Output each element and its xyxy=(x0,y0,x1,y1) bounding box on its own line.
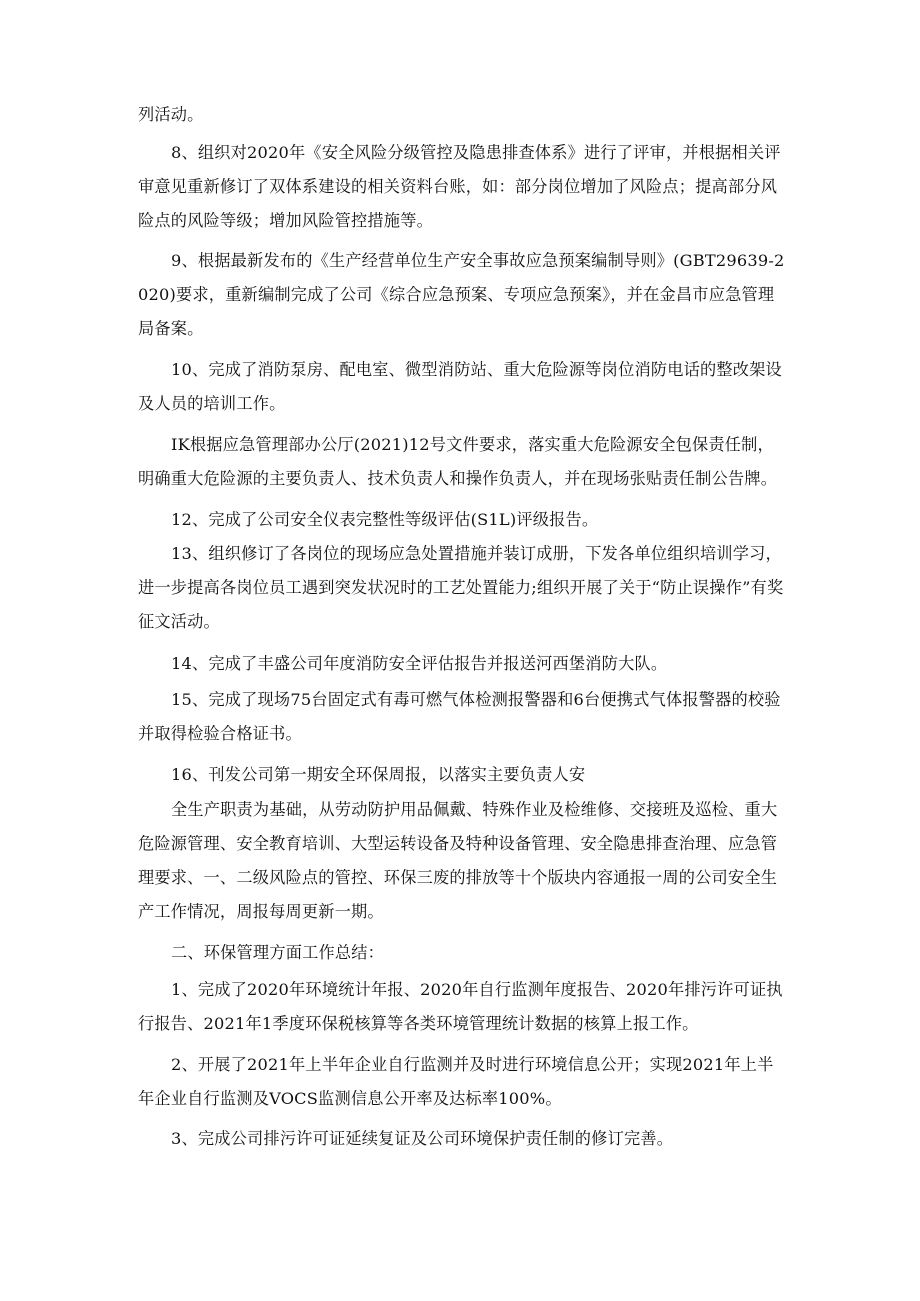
paragraph-env-3: 3、完成公司排污许可证延续复证及公司环境保护责任制的修订完善。 xyxy=(171,1129,674,1148)
paragraph-item-16-continued: 全生产职责为基础，从劳动防护用品佩戴、特殊作业及检维修、交接班及巡检、重大危险源管理、安全教育培训、大型运转设备及特种设备管理、安全隐患排查治理、应急管理要求、一、二级风险点的管控、环保三废的排放等十个版块内容通报一周的公司安全生产工作情况，周报每周更新一期。 xyxy=(138,800,778,921)
paragraph-item-16: 16、刊发公司第一期安全环保周报，以落实主要负责人安 xyxy=(171,765,586,784)
section-heading-environment: 二、环保管理方面工作总结： xyxy=(171,943,385,962)
paragraph-continuation: 列活动。 xyxy=(138,105,204,124)
paragraph-item-15: 15、完成了现场75台固定式有毒可燃气体检测报警器和6台便携式气体报警器的校验并取得检验合格证书。 xyxy=(138,690,781,743)
paragraph-item-8: 8、组织对2020年《安全风险分级管控及隐患排查体系》进行了评审，并根据相关评审意见重新修订了双体系建设的相关资料台账，如：部分岗位增加了风险点；提高部分风险点的风险等级；增加风险管控措施等。 xyxy=(138,143,781,230)
paragraph-item-14: 14、完成了丰盛公司年度消防安全评估报告并报送河西堡消防大队。 xyxy=(171,654,668,673)
paragraph-item-10: 10、完成了消防泵房、配电室、微型消防站、重大危险源等岗位消防电话的整改架设及人员的培训工作。 xyxy=(138,360,782,413)
paragraph-item-9: 9、根据最新发布的《生产经营单位生产安全事故应急预案编制导则》(GBT29639-2020)要求，重新编制完成了公司《综合应急预案、专项应急预案》，并在金昌市应急管理局备案。 xyxy=(138,251,785,338)
paragraph-item-11: IK根据应急管理部办公厅(2021)12号文件要求，落实重大危险源安全包保责任制，明确重大危险源的主要负责人、技术负责人和操作负责人，并在现场张贴责任制公告牌。 xyxy=(138,435,778,488)
paragraph-item-13: 13、组织修订了各岗位的现场应急处置措施并装订成册，下发各单位组织培训学习，进一步提高各岗位员工遇到突发状况时的工艺处置能力;组织开展了关于“防止误操作”有奖征文活动。 xyxy=(138,544,784,631)
paragraph-item-12: 12、完成了公司安全仪表完整性等级评估(S1L)评级报告。 xyxy=(171,510,599,529)
paragraph-env-2: 2、开展了2021年上半年企业自行监测并及时进行环境信息公开；实现2021年上半年企业自行监测及VOCS监测信息公开率及达标率100%。 xyxy=(138,1055,774,1108)
paragraph-env-1: 1、完成了2020年环境统计年报、2020年自行监测年度报告、2020年排污许可证执行报告、2021年1季度环保税核算等各类环境管理统计数据的核算上报工作。 xyxy=(138,980,783,1033)
